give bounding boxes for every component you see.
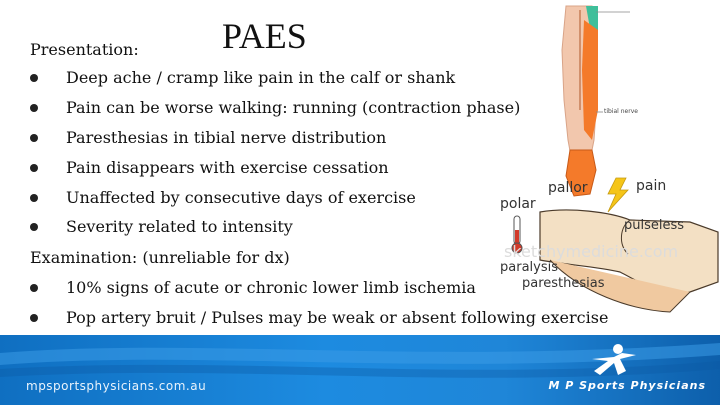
presentation-item (30, 68, 455, 88)
examination-item-text: Pop artery bruit / Pulses may be weak or absent following exercise (66, 308, 609, 327)
presentation-item-text: Unaffected by consecutive days of exercise (66, 188, 416, 207)
examination-item-text: 10% signs of acute or chronic lower limb ischemia (66, 278, 476, 297)
bullet-icon (30, 194, 38, 202)
bullet-icon (30, 314, 38, 322)
mp-logo-icon (588, 341, 638, 381)
sketch-word-paralysis: paralysis (500, 260, 558, 275)
examination-label: Examination: (unreliable for dx) (30, 248, 290, 267)
sketch-word-polar: polar (500, 196, 536, 212)
sketch-word-pallor: pallor (548, 180, 588, 196)
presentation-item (30, 188, 416, 208)
bullet-icon (30, 134, 38, 142)
tibial-nerve-label: tibial nerve (604, 108, 638, 115)
sketch-word-pulseless: pulseless (624, 218, 685, 233)
presentation-item-text: Pain disappears with exercise cessation (66, 158, 389, 177)
sketch-watermark: sketchymedicine.com (504, 242, 679, 261)
sketch-word-pain: pain (636, 178, 667, 194)
bullet-icon (30, 164, 38, 172)
presentation-item-text: Pain can be worse walking: running (contraction phase) (66, 98, 521, 117)
presentation-item-text: Paresthesias in tibial nerve distribution (66, 128, 387, 147)
presentation-item-text: Severity related to intensity (66, 217, 293, 236)
bullet-icon (30, 74, 38, 82)
footer-brand: M P Sports Physicians (548, 379, 706, 392)
presentation-item (30, 128, 386, 148)
five-ps-sketch (490, 172, 720, 317)
presentation-item (30, 158, 389, 178)
leg-anatomy-image (540, 0, 640, 200)
presentation-item-text: Deep ache / cramp like pain in the calf or shank (66, 68, 456, 87)
bullet-icon (30, 104, 38, 112)
presentation-item (30, 98, 520, 118)
sketch-word-paresthesias: paresthesias (522, 276, 605, 291)
examination-item (30, 278, 476, 298)
bullet-icon (30, 284, 38, 292)
slide-title: PAES (222, 16, 307, 56)
footer-url: mpsportsphysicians.com.au (26, 379, 207, 393)
leg-anatomy-illustration (540, 0, 640, 200)
presentation-item (30, 217, 293, 237)
presentation-label: Presentation: (30, 40, 139, 59)
footer-banner (0, 335, 720, 405)
bullet-icon (30, 223, 38, 231)
